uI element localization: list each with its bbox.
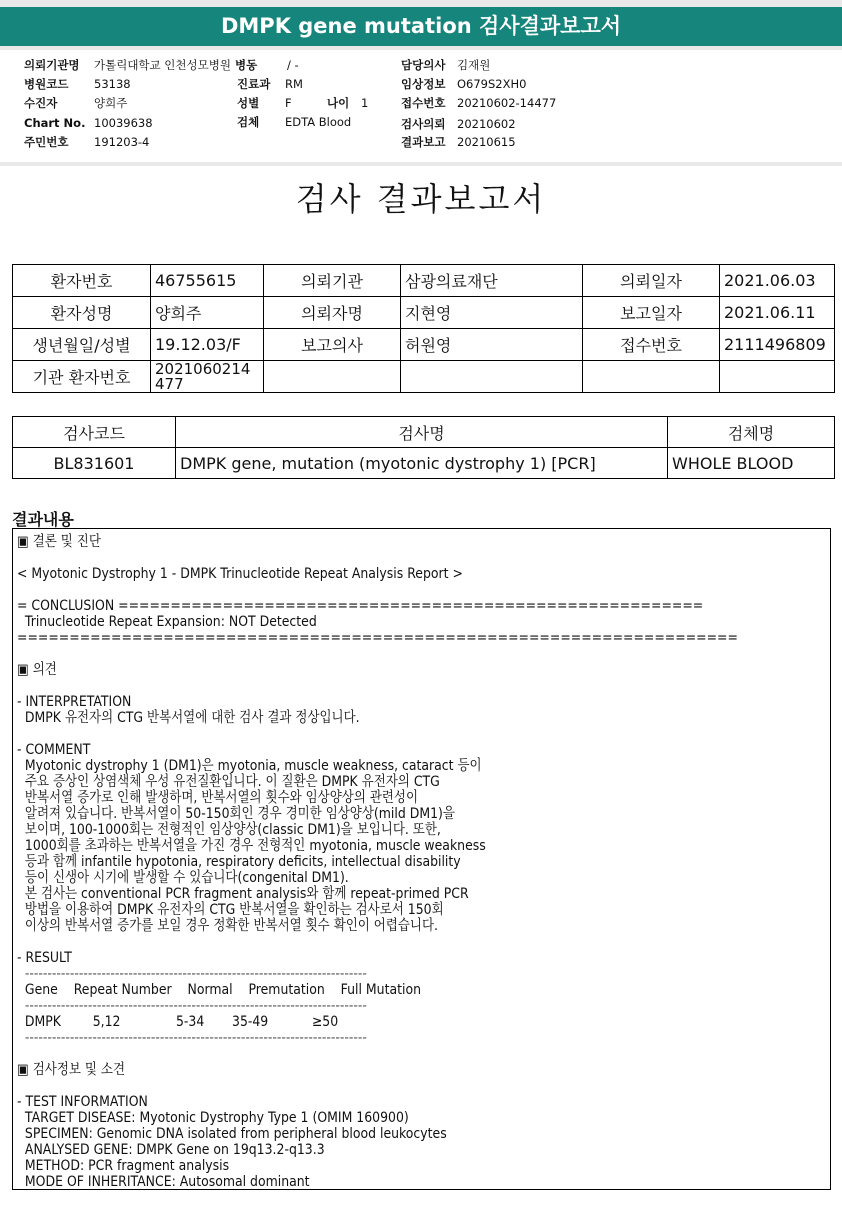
cell-label: 보고일자	[583, 297, 720, 329]
test-info-line: SPECIMEN: Genomic DNA isolated from peripheral blood leukocytes	[17, 1126, 447, 1142]
header-test-name: 검사명	[176, 417, 668, 448]
cell-institution: 삼광의료재단	[401, 265, 583, 297]
header-specimen: 검체명	[668, 417, 835, 448]
info-request-date: 검사의뢰 20210602	[401, 117, 516, 131]
heading-opinion: ▣ 의견	[17, 662, 57, 678]
cell-test-name: DMPK gene, mutation (myotonic dystrophy 1) [PCR]	[176, 448, 668, 479]
comment-line: 방법을 이용하여 DMPK 유전자의 CTG 반복서열을 확인하는 검사로서 150회	[17, 902, 444, 918]
result-table-header: Gene Repeat Number Normal Premutation Full Mutation	[17, 982, 421, 998]
test-header-row	[13, 417, 835, 448]
test-info-label: - TEST INFORMATION	[17, 1094, 148, 1110]
cell-label: 의뢰자명	[264, 297, 401, 329]
comment-line: 1000회를 초과하는 반복서열을 가진 경우 전형적인 myotonia, muscle weakness	[17, 838, 486, 854]
patient-row	[13, 297, 835, 329]
info-ward: 병동 / -	[235, 58, 299, 72]
test-row	[13, 448, 835, 479]
conclusion-rule: =====================================================================	[17, 630, 738, 646]
info-receipt-no: 접수번호 20210602-14477	[401, 96, 557, 110]
cell-label: 환자성명	[13, 297, 151, 329]
comment-line: 이상의 반복서열 증가를 보일 경우 정확한 반복서열 횟수 확인이 어렵습니다.	[17, 918, 438, 934]
test-info-line: METHOD: PCR fragment analysis	[17, 1158, 230, 1174]
report-page	[0, 166, 842, 1212]
heading-test-info: ▣ 검사정보 및 소견	[17, 1062, 125, 1078]
cell-label: 의뢰기관	[264, 265, 401, 297]
info-chart-no: Chart No. 10039638	[24, 116, 153, 130]
comment-label: - COMMENT	[17, 742, 91, 758]
test-info-line: ANALYSED GENE: DMPK Gene on 19q13.2-q13.3	[17, 1142, 325, 1158]
info-hospital-code: 병원코드 53138	[24, 77, 131, 91]
cell-label: 의뢰일자	[583, 265, 720, 297]
test-table	[12, 416, 835, 479]
info-id-number: 주민번호 191203-4	[24, 135, 150, 149]
info-age: 나이 1	[327, 96, 369, 110]
result-rule: ----------------------------------------------------------------------------	[17, 1030, 367, 1046]
results-section-label: 결과내용	[12, 510, 74, 529]
cell-label: 기관 환자번호	[13, 361, 151, 393]
report-banner: DMPK gene mutation 검사결과보고서	[0, 7, 842, 46]
info-doctor: 담당의사 김재원	[401, 58, 491, 72]
conclusion-result: Trinucleotide Repeat Expansion: NOT Detected	[17, 614, 317, 630]
result-label: - RESULT	[17, 950, 72, 966]
comment-line: 본 검사는 conventional PCR fragment analysis와 함께 repeat-primed PCR	[17, 886, 469, 902]
result-rule: ----------------------------------------------------------------------------	[17, 966, 367, 982]
info-clinical: 임상정보 O679S2XH0	[401, 77, 527, 91]
patient-row	[13, 265, 835, 297]
test-info-line: TARGET DISEASE: Myotonic Dystrophy Type 1 (OMIM 160900)	[17, 1110, 409, 1126]
patient-row	[13, 329, 835, 361]
result-table-row: DMPK 5,12 5-34 35-49 ≥50	[17, 1014, 339, 1030]
cell-institution-patient-number: 2021060214477	[151, 361, 264, 393]
cell-empty	[264, 361, 401, 393]
report-title: 검사 결과보고서	[295, 180, 547, 218]
info-department: 진료과 RM	[237, 77, 303, 91]
cell-report-doctor: 허원영	[401, 329, 583, 361]
info-specimen: 검체 EDTA Blood	[237, 115, 352, 129]
comment-line: Myotonic dystrophy 1 (DM1)은 myotonia, muscle weakness, cataract 등이	[17, 758, 482, 774]
info-hospital: 의뢰기관명 가톨릭대학교 인천성모병원	[24, 58, 231, 72]
cell-label: 생년월일/성별	[13, 329, 151, 361]
cell-label: 보고의사	[264, 329, 401, 361]
interpretation-label: - INTERPRETATION	[17, 694, 132, 710]
heading-conclusion: ▣ 결론 및 진단	[17, 534, 101, 550]
cell-patient-number: 46755615	[151, 265, 264, 297]
patient-table	[12, 264, 835, 393]
request-info-block	[0, 50, 842, 162]
report-header: < Myotonic Dystrophy 1 - DMPK Trinucleotide Repeat Analysis Report >	[17, 566, 463, 582]
conclusion-line: = CONCLUSION ========================================================	[17, 598, 704, 614]
comment-line: 주요 증상인 상염색체 우성 유전질환입니다. 이 질환은 DMPK 유전자의 CTG	[17, 774, 440, 790]
header-test-code: 검사코드	[13, 417, 176, 448]
comment-line: 등과 함께 infantile hypotonia, respiratory deficits, intellectual disability	[17, 854, 461, 870]
cell-receipt-number: 2111496809	[720, 329, 835, 361]
cell-report-date: 2021.06.11	[720, 297, 835, 329]
cell-label: 환자번호	[13, 265, 151, 297]
comment-line: 반복서열 증가로 인해 발생하며, 반복서열의 횟수와 임상양상의 관련성이	[17, 790, 419, 806]
comment-line: 보이며, 100-1000회는 전형적인 임상양상(classic DM1)을 보입니다. 또한,	[17, 822, 441, 838]
cell-empty	[583, 361, 720, 393]
cell-patient-name: 양희주	[151, 297, 264, 329]
cell-requester: 지현영	[401, 297, 583, 329]
cell-request-date: 2021.06.03	[720, 265, 835, 297]
info-sex: 성별 F	[237, 96, 292, 110]
test-info-line: MODE OF INHERITANCE: Autosomal dominant	[17, 1174, 310, 1190]
cell-label: 접수번호	[583, 329, 720, 361]
info-report-date: 결과보고 20210615	[401, 135, 516, 149]
result-rule: ----------------------------------------------------------------------------	[17, 998, 367, 1014]
cell-empty	[401, 361, 583, 393]
info-patient: 수진자 양희주	[24, 96, 128, 110]
cell-empty	[720, 361, 835, 393]
result-content-box	[12, 528, 831, 1190]
comment-line: 등이 신생아 시기에 발생할 수 있습니다(congenital DM1).	[17, 870, 349, 886]
comment-line: 알려져 있습니다. 반복서열이 50-150회인 경우 경미한 임상양상(mild DM1)을	[17, 806, 455, 822]
interpretation-text: DMPK 유전자의 CTG 반복서열에 대한 검사 결과 정상입니다.	[17, 710, 360, 726]
patient-row	[13, 361, 835, 393]
cell-specimen: WHOLE BLOOD	[668, 448, 835, 479]
cell-birth-sex: 19.12.03/F	[151, 329, 264, 361]
cell-test-code: BL831601	[13, 448, 176, 479]
